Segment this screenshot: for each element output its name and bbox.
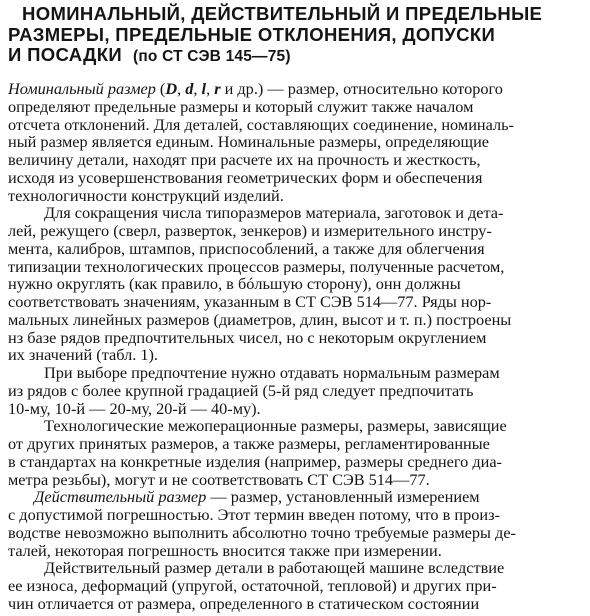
term-actual-size: Действительный размер [34, 488, 207, 506]
heading-standard-ref: (по СТ СЭВ 145—75) [132, 48, 291, 65]
text-line: ее износа, деформаций (упругой, остаточной, тепловой) и других при- [8, 577, 497, 595]
text-fragment: ( [155, 80, 166, 98]
text-fragment: и др.) — размер, относительно которого [220, 80, 503, 98]
heading-line-2: РАЗМЕРЫ, ПРЕДЕЛЬНЫЕ ОТКЛОНЕНИЯ, ДОПУСКИ [8, 23, 496, 45]
paragraph-actual-size [8, 488, 584, 559]
text-line: водстве невозможно выполнить абсолютно точно требуемые размеры де- [8, 523, 516, 542]
symbol-l: l [201, 80, 207, 98]
text-fragment: , [206, 80, 215, 98]
text-line: типизации технологических процессов размеры, полученные расчетом, [8, 257, 505, 276]
text-line: мента, калибров, штампов, приспособлений, а также для облегчения [8, 239, 485, 258]
text-line: их значений (табл. 1). [8, 346, 159, 364]
text-line: в стандартах на конкретные изделия (например, размеры среднего диа- [8, 452, 502, 471]
text-line [8, 488, 584, 506]
heading-line-3 [8, 45, 582, 68]
paragraph-rounding [8, 204, 584, 364]
document-body [8, 80, 584, 613]
text-line: При выборе предпочтение нужно отдавать нормальным размерам [44, 364, 500, 382]
heading-line-1: НОМИНАЛЬНЫЙ, ДЕЙСТВИТЕЛЬНЫЙ И ПРЕДЕЛЬНЫЕ [22, 3, 543, 24]
text-line: нужно округлять (как правило, в бóльшую сторону), онн должны [8, 275, 461, 293]
text-line: с допустимой погрешностью. Этот термин введен потому, что в произ- [8, 506, 500, 524]
text-line: чин отличается от размера, определенного в статическом состоянии [8, 594, 480, 613]
text-line: из рядов с более крупной градацией (5-й ряд следует предпочитать [8, 381, 474, 400]
paragraph-technological-sizes [8, 417, 584, 488]
text-line: от других принятых размеров, а также размеры, регламентированные [8, 435, 490, 453]
text-line: нз базе рядов предпочтительных чисел, но с некоторым округлением [8, 328, 487, 347]
symbol-D: D [165, 80, 178, 98]
text-line: 10-му, 10-й — 20-му, 20-й — 40-му). [8, 399, 261, 418]
text-line: Действительный размер детали в работающей машине вследствие [44, 559, 505, 577]
symbol-r: r [214, 80, 221, 98]
text-line: исходя из усовершенствования геометрических форм и обеспечения [8, 168, 483, 187]
text-fragment: , [177, 80, 186, 98]
heading-line-3-main: И ПОСАДКИ [8, 44, 122, 65]
paragraph-nominal-size [8, 80, 584, 204]
text-line: определяют предельные размеры и который служит также началом [8, 97, 474, 116]
text-line: Технологические межоперационные размеры, размеры, зависящие [44, 417, 507, 435]
text-line: лей, режущего (сверл, разверток, зенкеров) и измерительного инстру- [8, 222, 492, 240]
text-line: Для сокращения числа типоразмеров материала, заготовок и дета- [44, 204, 504, 222]
section-heading [8, 4, 582, 68]
text-fragment: , [193, 80, 202, 98]
text-fragment: — размер, установленный измерением [206, 488, 480, 506]
text-line: ный размер является единым. Номинальные размеры, определяющие [8, 133, 490, 151]
text-line: мальных линейных размеров (диаметров, длин, высот и т. п.) построены [8, 310, 512, 329]
text-line: технологичности конструкций изделий. [8, 186, 284, 205]
text-line: метра резьбы), могут и не соответствовать СТ СЭВ 514—77. [8, 470, 430, 489]
text-line [8, 80, 584, 98]
paragraph-preference [8, 364, 584, 417]
symbol-d: d [185, 80, 194, 98]
text-line: соответствовать значениям, указанным в СТ СЭВ 514—77. Ряды нор- [8, 293, 492, 311]
text-line: величину детали, находят при расчете их на прочность и жесткость, [8, 151, 481, 169]
paragraph-actual-size-in-machine [8, 559, 584, 612]
term-nominal-size: Номинальный размер [8, 80, 156, 98]
text-line: талей, некоторая погрешность вносится также при измерении. [8, 541, 442, 560]
text-line: отсчета отклонений. Для деталей, составляющих соединение, номиналь- [8, 115, 514, 134]
